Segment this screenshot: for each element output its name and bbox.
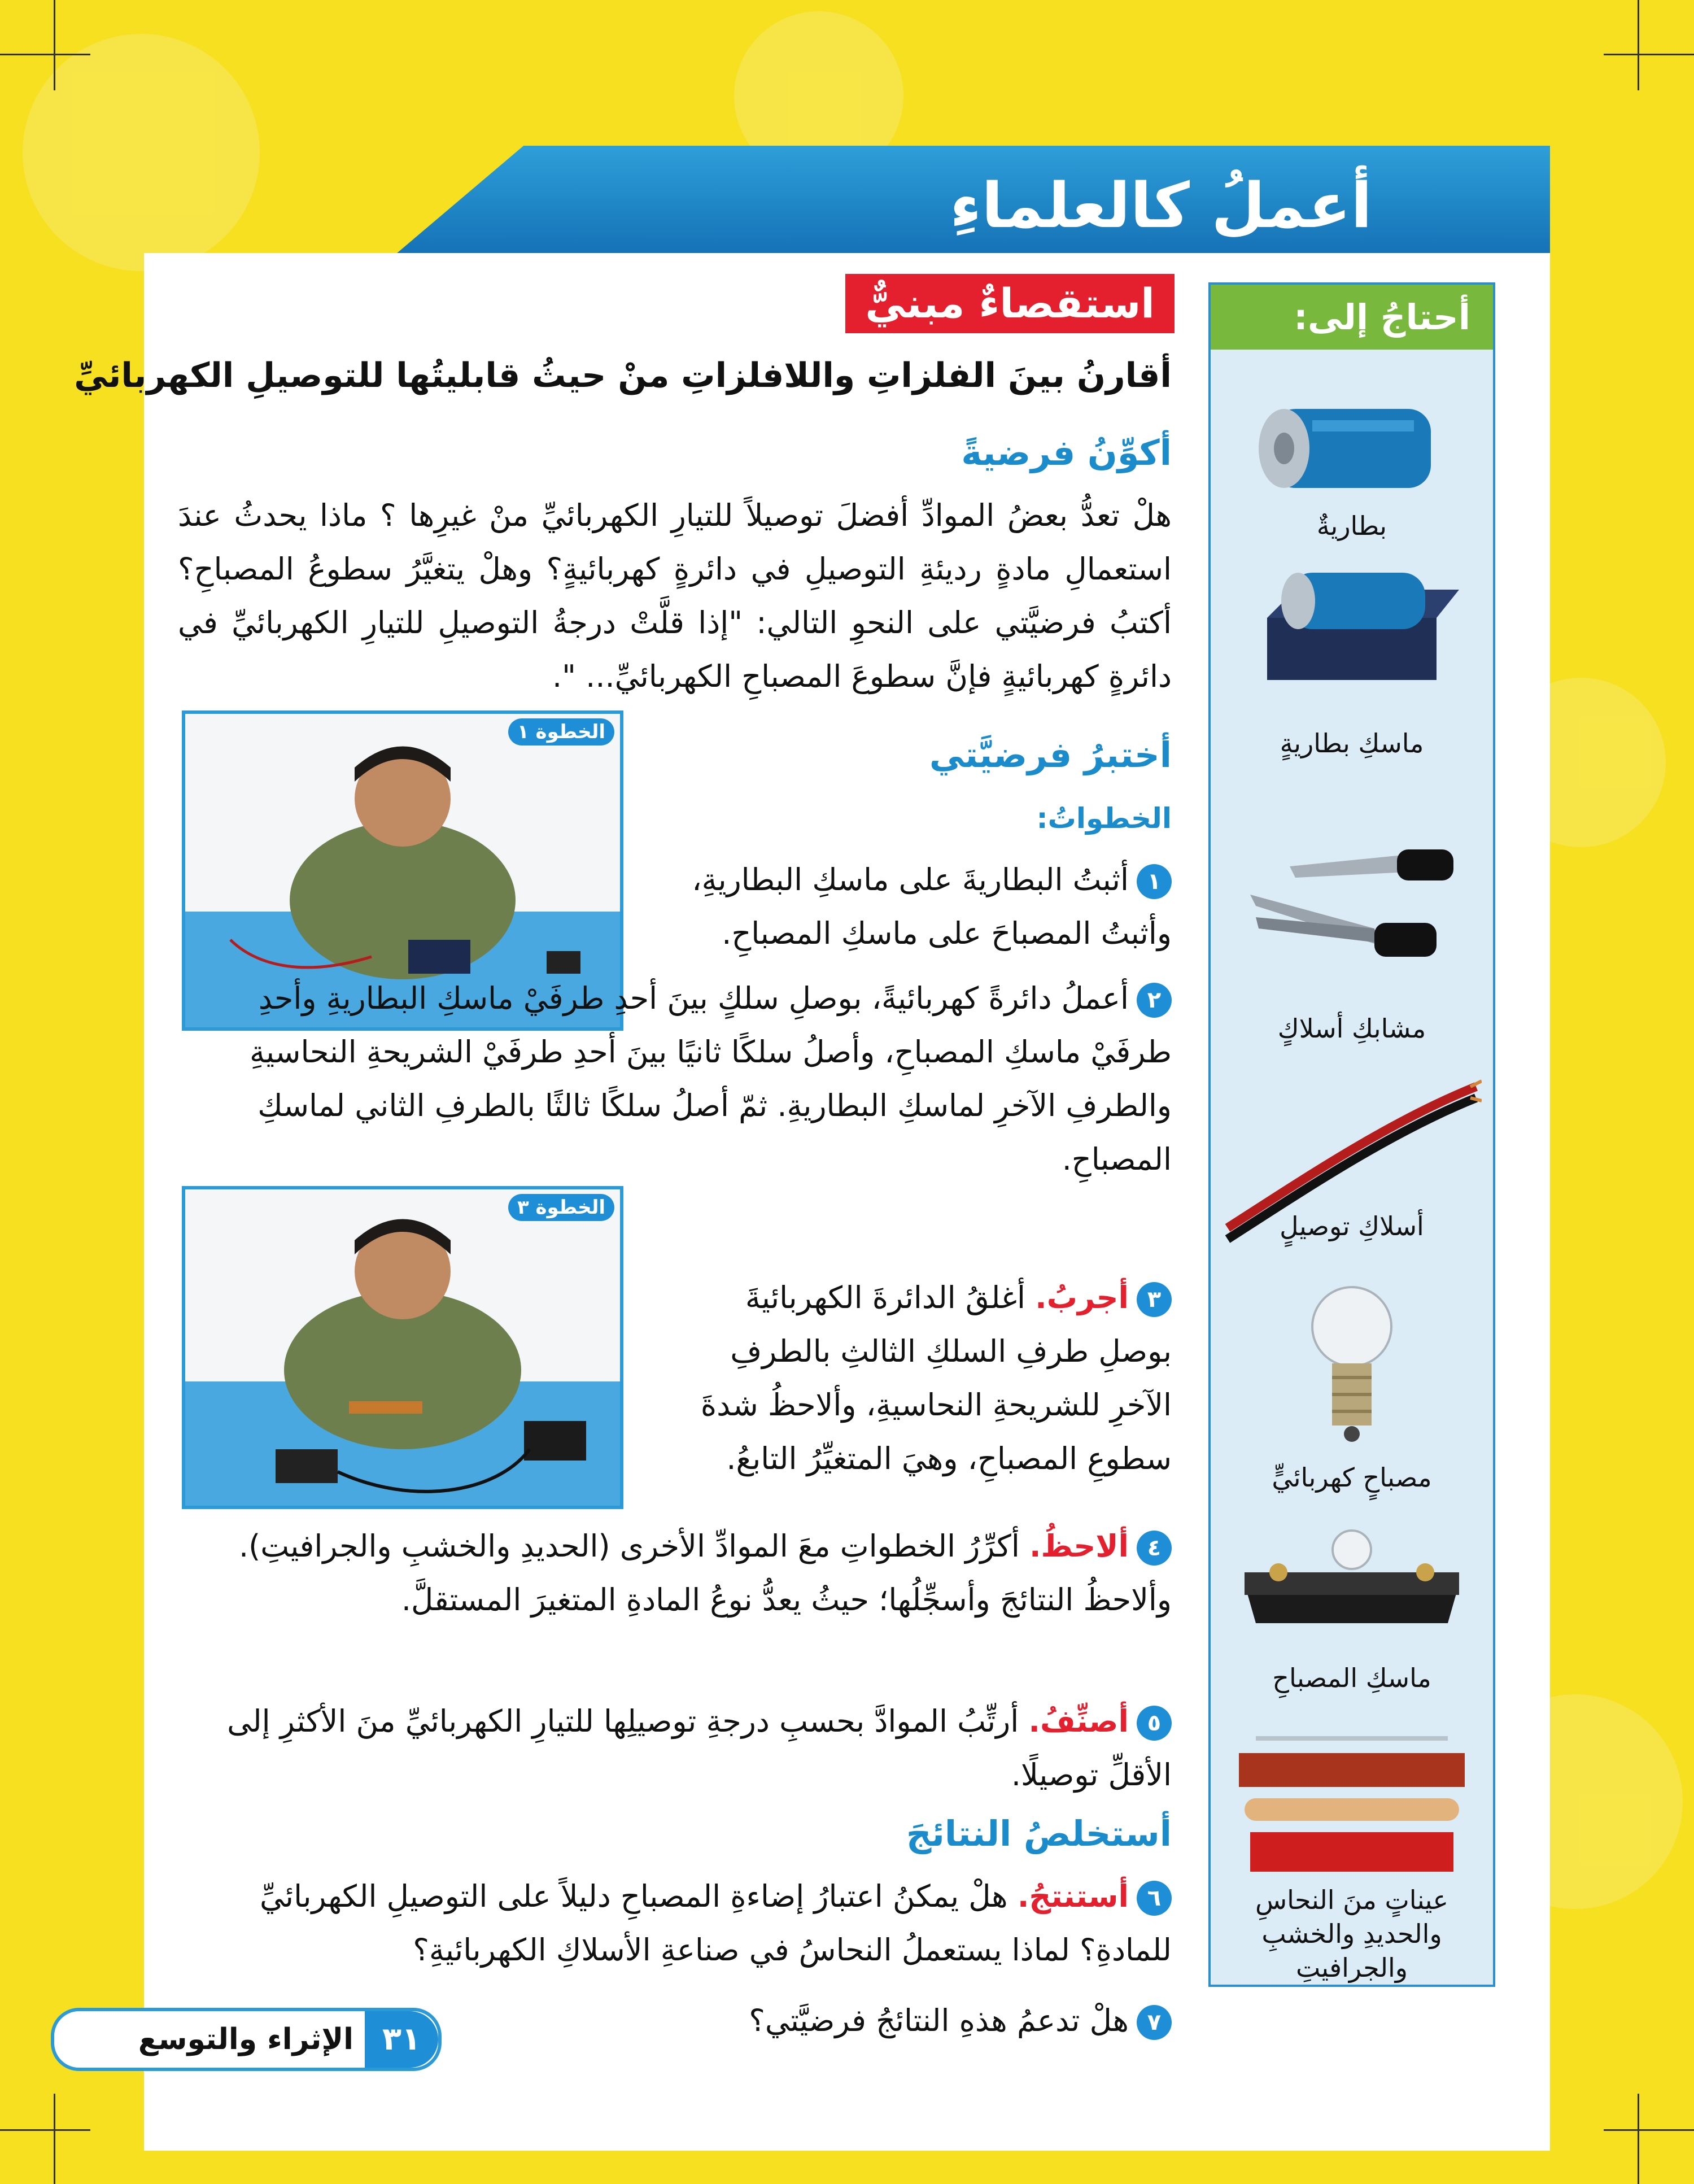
sidebar-item-battery: بطاريةٌ (1316, 511, 1387, 541)
hypothesis-text: هلْ تعدُّ بعضُ الموادِّ أفضلَ توصيلاً للتيارِ الكهربائيِّ منْ غيرِها ؟ ماذا يحدثُ عندَ استعمالِ مادةٍ رديئةِ التوصيلِ في دائرةٍ كهربائيةٍ؟ وهلْ يتغيَّرُ سطوعُ المصباحِ؟ أكتبُ فرضيَّتي على النحوِ التالي: "إذا قلَّتْ درجةُ التوصيلِ للتيارِ الكهربائيِّ في دائرةٍ كهربائيةٍ فإنَّ سطوعَ المصباحِ الكهربائيِّ... ". (178, 498, 1172, 694)
step-text: أرتِّبُ الموادَّ بحسبِ درجةِ توصيلِها للتيارِ الكهربائيِّ منَ الأكثرِ إلى الأقلِّ توصيلًا. (227, 1703, 1172, 1793)
step-2 (178, 971, 1172, 1186)
step-number: ٣ (1137, 1282, 1172, 1317)
step-text: هلْ يمكنُ اعتبارُ إضاءةِ المصباحِ دليلاً على التوصيلِ الكهربائيِّ للمادةِ؟ لماذا يستعملُ النحاسُ في صناعةِ الأسلاكِ الكهربائيةِ؟ (260, 1878, 1172, 1968)
sidebar-item-samples: عيناتٍ منَ النحاسِ والحديدِ والخشبِ والجرافيتِ (1255, 1885, 1448, 1983)
crop-mark (1604, 54, 1694, 55)
crop-mark (1604, 2129, 1694, 2131)
conclude-title: أستخلصُ النتائجَ (906, 1813, 1172, 1854)
step-keyword: أصنِّفُ. (1028, 1703, 1129, 1739)
step-3-photo (182, 1186, 623, 1509)
page-number: ٣١ (365, 2011, 438, 2068)
crop-mark (0, 2129, 90, 2131)
battery-icon (1211, 381, 1493, 513)
background-decoration (23, 34, 260, 271)
step-text: أثبتُ البطاريةَ على ماسكِ البطاريةِ، وأثبتُ المصباحَ على ماسكِ المصباحِ. (692, 862, 1172, 951)
crop-mark (0, 54, 90, 55)
step-number: ١ (1137, 864, 1172, 899)
hypothesis-title: أكوِّنُ فرضيةً (961, 432, 1172, 473)
alligator-clips-icon (1211, 844, 1493, 993)
sidebar-item-clips: مشابكِ أسلاكٍ (1277, 1013, 1426, 1044)
crop-mark (1638, 2094, 1639, 2184)
step-number: ٢ (1137, 983, 1172, 1018)
step-4 (178, 1519, 1172, 1627)
inquiry-badge: استقصاءٌ مبنيٌّ (845, 274, 1175, 333)
page-title: أعملُ كالعلماءِ (950, 169, 1372, 242)
step-number: ٧ (1137, 2005, 1172, 2040)
crop-mark (54, 0, 55, 90)
light-bulb-icon (1211, 1279, 1493, 1450)
step-3-tag: الخطوة ٣ (508, 1194, 614, 1221)
step-6 (178, 1869, 1172, 1977)
step-text: هلْ تدعمُ هذهِ النتائجُ فرضيَّتي؟ (749, 2003, 1129, 2038)
step-1-tag: الخطوة ١ (508, 718, 614, 746)
sidebar-item-lamp-holder: ماسكِ المصباحِ (1272, 1663, 1431, 1693)
step-3 (675, 1271, 1172, 1485)
sidebar-item-battery-holder: ماسكِ بطاريةٍ (1280, 728, 1424, 758)
crop-mark (54, 2094, 55, 2184)
lamp-holder-icon (1211, 1527, 1493, 1642)
step-5 (178, 1694, 1172, 1802)
step-text: أكرِّرُ الخطواتِ معَ الموادِّ الأخرى (الحديدِ والخشبِ والجرافيتِ). وألاحظُ النتائجَ وأسجِّلُها؛ حيثُ يعدُّ نوعُ المادةِ المتغيرَ المستقلَّ. (238, 1528, 1172, 1618)
step-number: ٥ (1137, 1706, 1172, 1741)
lesson-heading: أقارنُ بينَ الفلزاتِ واللافلزاتِ منْ حيثُ قابليتُها للتوصيلِ الكهربائيِّ (74, 356, 1172, 395)
step-keyword: أستنتجُ. (1017, 1878, 1129, 1914)
step-text: أعملُ دائرةً كهربائيةً، بوصلِ سلكٍ بينَ أحدِ طرفَيْ ماسكِ البطاريةِ وأحدِ طرفَيْ ماسكِ المصباحِ، وأصلُ سلكًا ثانيًا بينَ أحدِ طرفَيْ الشريحةِ النحاسيةِ والطرفِ الآخرِ لماسكِ البطاريةِ. ثمّ أصلُ سلكًا ثالثًا بالطرفِ الثاني لماسكِ المصباحِ. (250, 980, 1172, 1177)
step-1 (675, 853, 1172, 960)
steps-label: الخطواتُ: (1036, 802, 1172, 835)
step-text: أغلقُ الدائرةَ الكهربائيةَ بوصلِ طرفِ السلكِ الثالثِ بالطرفِ الآخرِ للشريحةِ النحاسيةِ، وألاحظُ شدةَ سطوعِ المصباحِ، وهيَ المتغيِّرُ التابعُ. (700, 1280, 1172, 1476)
sidebar-item-bulb: مصباحٍ كهربائيٍّ (1272, 1462, 1432, 1493)
step-number: ٤ (1137, 1531, 1172, 1566)
sidebar-title: أحتاجُ إلى: (1211, 285, 1493, 350)
crop-mark (1638, 0, 1639, 90)
step-number: ٦ (1137, 1881, 1172, 1916)
test-title: أختبرُ فرضيَّتي (929, 734, 1172, 775)
step-keyword: ألاحظُ. (1029, 1528, 1129, 1564)
footer-label: الإثراء والتوسع (138, 2022, 353, 2056)
material-samples-icon (1211, 1730, 1493, 1880)
step-keyword: أجربُ. (1035, 1280, 1129, 1315)
battery-holder-icon (1211, 550, 1493, 699)
materials-sidebar (1208, 282, 1495, 1987)
sidebar-item-wires: أسلاكِ توصيلٍ (1280, 1211, 1424, 1241)
page-footer (51, 2008, 442, 2071)
